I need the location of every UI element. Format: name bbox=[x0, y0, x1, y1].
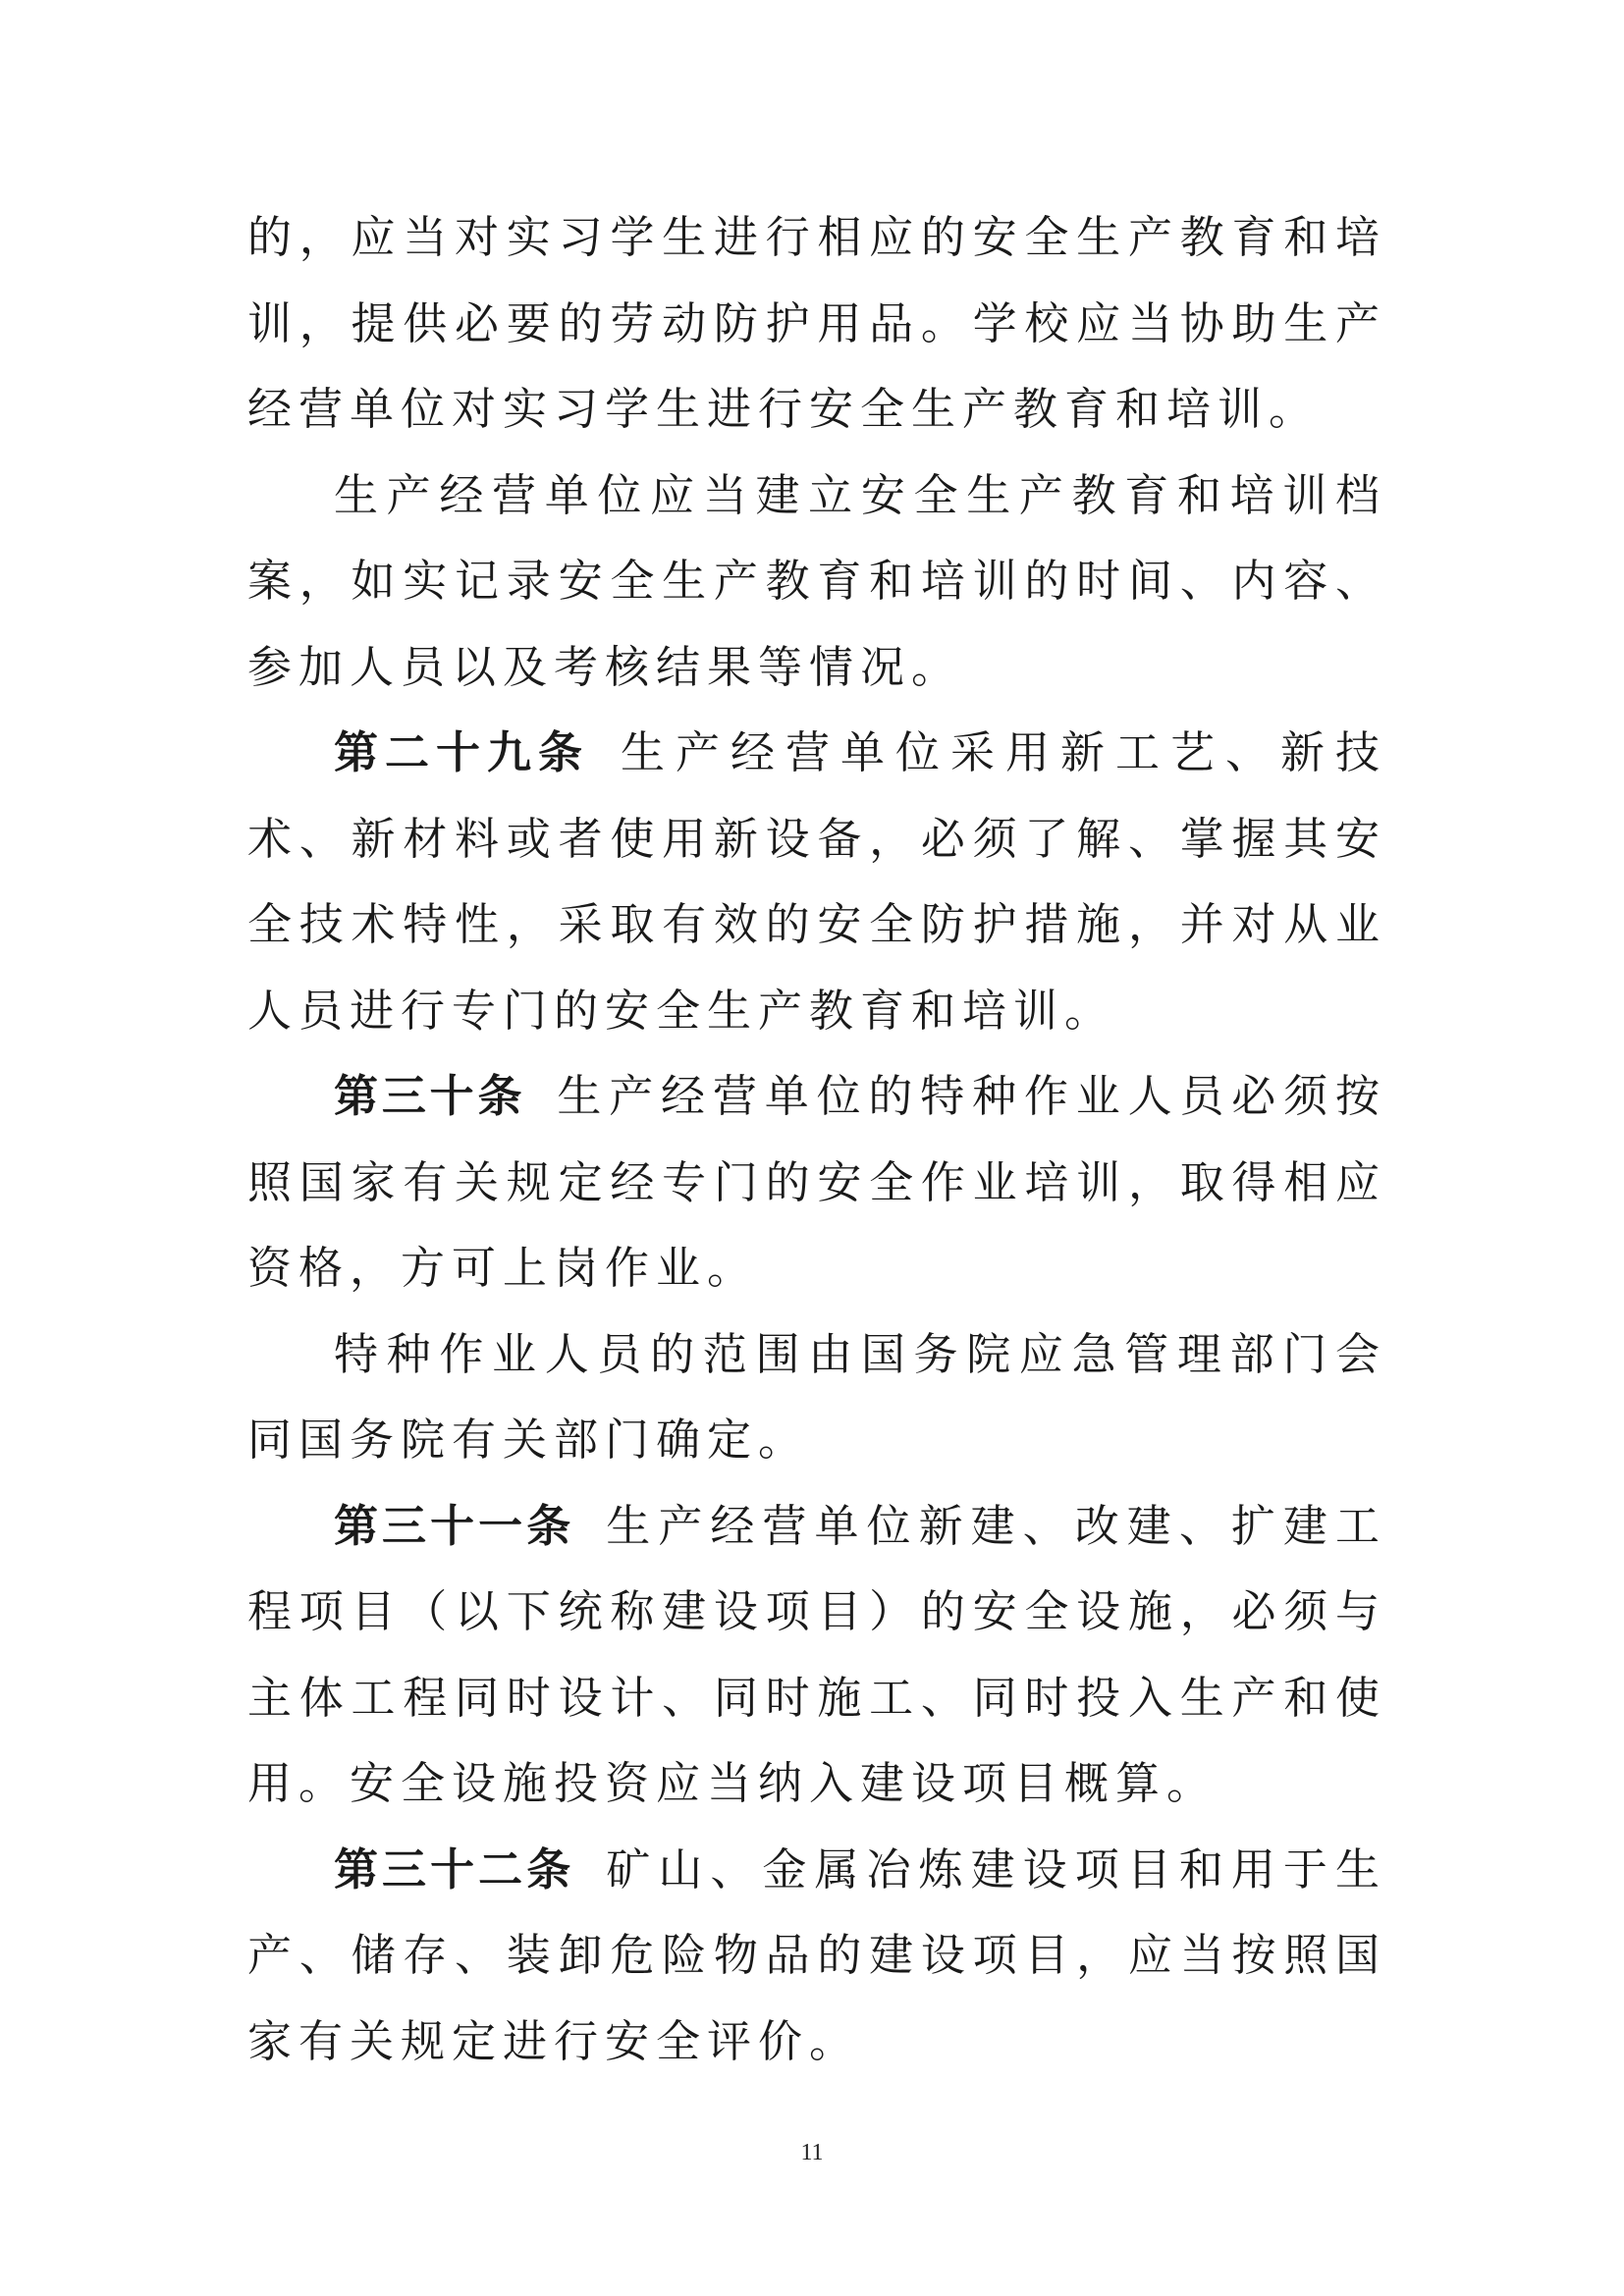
article-text: 生产经营单位新建、改建、扩建工程项目（以下统称建设项目）的安全设施，必须与主体工程同时设计、同时施工、同时投入生产和使用。安全设施投资应当纳入建设项目概算。 bbox=[247, 1499, 1386, 1809]
article-number: 第三十一条 bbox=[334, 1499, 575, 1552]
document-body bbox=[247, 194, 1386, 2084]
paragraph-text: 特种作业人员的范围由国务院应急管理部门会同国务院有关部门确定。 bbox=[247, 1327, 1386, 1466]
article-31 bbox=[247, 1483, 1386, 1827]
article-text: 生产经营单位采用新工艺、新技术、新材料或者使用新设备，必须了解、掌握其安全技术特性，采取有效的安全防护措施，并对从业人员进行专门的安全生产教育和培训。 bbox=[247, 726, 1386, 1037]
article-30 bbox=[247, 1053, 1386, 1311]
article-number: 第三十二条 bbox=[334, 1842, 575, 1896]
paragraph-continuation bbox=[247, 194, 1386, 453]
article-29 bbox=[247, 710, 1386, 1053]
paragraph-text: 生产经营单位应当建立安全生产教育和培训档案，如实记录安全生产教育和培训的时间、内容、参加人员以及考核结果等情况。 bbox=[247, 468, 1386, 693]
article-text: 生产经营单位的特种作业人员必须按照国家有关规定经专门的安全作业培训，取得相应资格，方可上岗作业。 bbox=[247, 1070, 1386, 1294]
article-number: 第三十条 bbox=[334, 1070, 526, 1122]
article-32 bbox=[247, 1827, 1386, 2085]
article-number: 第二十九条 bbox=[334, 726, 589, 778]
paragraph-text: 的，应当对实习学生进行相应的安全生产教育和培训，提供必要的劳动防护用品。学校应当协助生产经营单位对实习学生进行安全生产教育和培训。 bbox=[247, 211, 1386, 435]
article-text: 矿山、金属冶炼建设项目和用于生产、储存、装卸危险物品的建设项目，应当按照国家有关规定进行安全评价。 bbox=[247, 1842, 1386, 2067]
page-number: 11 bbox=[800, 2140, 824, 2165]
paragraph-special-workers-scope bbox=[247, 1311, 1386, 1483]
paragraph-training-records bbox=[247, 453, 1386, 711]
